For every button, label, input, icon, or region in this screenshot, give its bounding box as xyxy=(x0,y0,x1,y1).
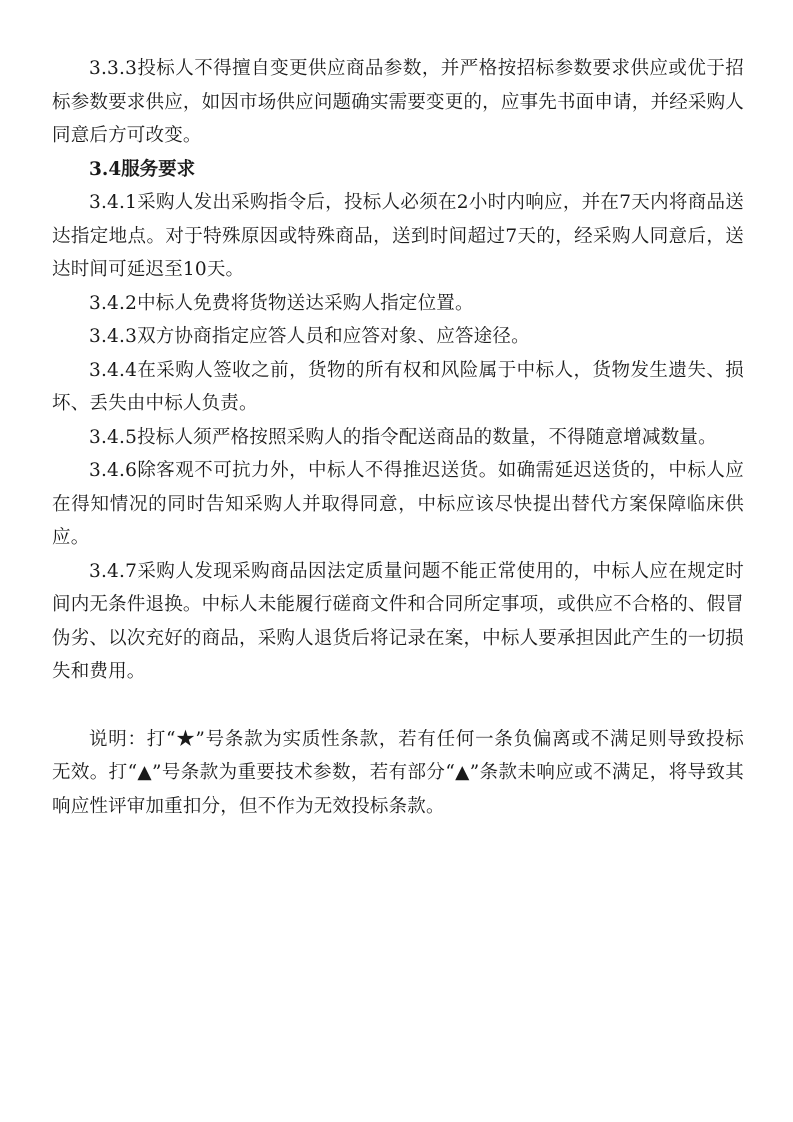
document-page xyxy=(52,52,744,823)
paragraph-3-4-5: 3.4.5投标人须严格按照采购人的指令配送商品的数量，不得随意增减数量。 xyxy=(89,426,717,448)
paragraph-spacer xyxy=(52,689,744,723)
paragraph-3-4-4: 3.4.4在采购人签收之前，货物的所有权和风险属于中标人，货物发生遗失、损坏、丢失由中标人负责。 xyxy=(52,359,744,414)
explanatory-note: 说明：打“★”号条款为实质性条款，若有任何一条负偏离或不满足则导致投标无效。打“▲”号条款为重要技术参数，若有部分“▲”条款未响应或不满足，将导致其响应性评审加重扣分，但不作为无效投标条款。 xyxy=(52,728,744,817)
paragraph-3-4-7: 3.4.7采购人发现采购商品因法定质量问题不能正常使用的，中标人应在规定时间内无条件退换。中标人未能履行磋商文件和合同所定事项，或供应不合格的、假冒伪劣、以次充好的商品，采购人退货后将记录在案，中标人要承担因此产生的一切损失和费用。 xyxy=(52,560,744,682)
paragraph-3-4-1: 3.4.1采购人发出采购指令后，投标人必须在2小时内响应，并在7天内将商品送达指定地点。对于特殊原因或特殊商品，送到时间超过7天的，经采购人同意后，送达时间可延迟至10天。 xyxy=(52,192,744,280)
paragraph-3-3-3: 3.3.3投标人不得擅自变更供应商品参数，并严格按招标参数要求供应或优于招标参数要求供应，如因市场供应问题确实需要变更的，应事先书面申请，并经采购人同意后方可改变。 xyxy=(52,58,744,146)
section-heading-service-requirements: 3.4服务要求 xyxy=(89,158,196,180)
paragraph-3-4-3: 3.4.3双方协商指定应答人员和应答对象、应答途径。 xyxy=(89,326,530,347)
paragraph-3-4-6: 3.4.6除客观不可抗力外，中标人不得推迟送货。如确需延迟送货的，中标人应在得知情况的同时告知采购人并取得同意，中标应该尽快提出替代方案保障临床供应。 xyxy=(52,460,744,548)
paragraph-3-4-2: 3.4.2中标人免费将货物送达采购人指定位置。 xyxy=(89,292,474,314)
